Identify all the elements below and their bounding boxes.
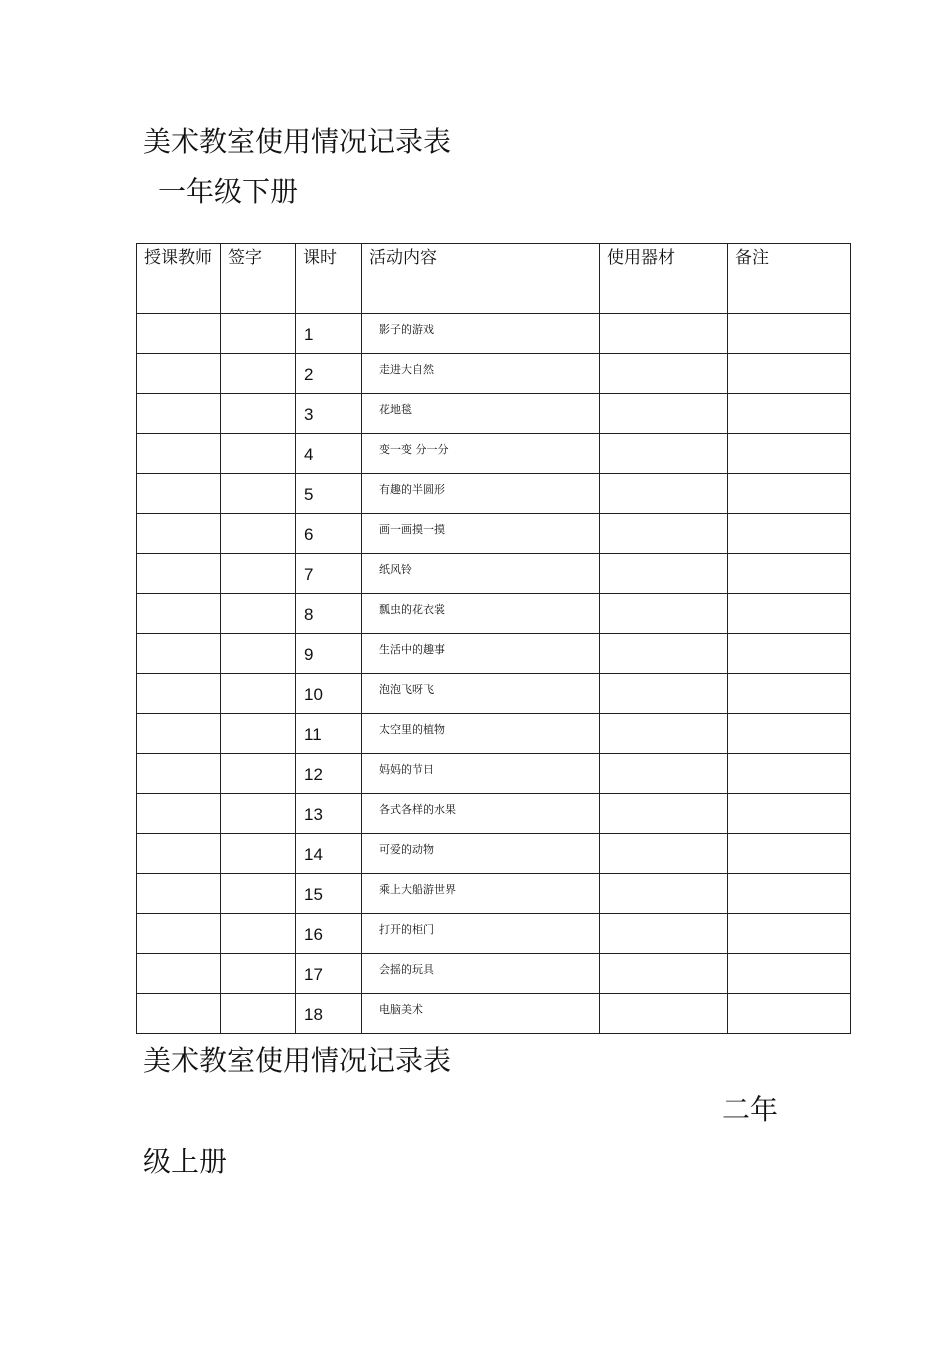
remarks-cell[interactable] xyxy=(728,474,851,514)
equipment-cell[interactable] xyxy=(600,634,728,674)
remarks-cell[interactable] xyxy=(728,314,851,354)
lesson-number: 14 xyxy=(296,834,362,874)
signature-cell[interactable] xyxy=(221,314,296,354)
header-activity: 活动内容 xyxy=(362,244,600,314)
equipment-cell[interactable] xyxy=(600,474,728,514)
teacher-cell[interactable] xyxy=(137,994,221,1034)
lesson-number: 9 xyxy=(296,634,362,674)
remarks-cell[interactable] xyxy=(728,754,851,794)
table-row xyxy=(137,754,851,794)
equipment-cell[interactable] xyxy=(600,994,728,1034)
equipment-cell[interactable] xyxy=(600,394,728,434)
remarks-cell[interactable] xyxy=(728,394,851,434)
lesson-number: 6 xyxy=(296,514,362,554)
page-title: 美术教室使用情况记录表 xyxy=(143,125,452,158)
lesson-number: 11 xyxy=(296,714,362,754)
table-row xyxy=(137,794,851,834)
equipment-cell[interactable] xyxy=(600,314,728,354)
activity-name: 电脑美术 xyxy=(362,994,600,1034)
activity-name: 画一画摸一摸 xyxy=(362,514,600,554)
activity-name: 打开的柜门 xyxy=(362,914,600,954)
table-row xyxy=(137,354,851,394)
signature-cell[interactable] xyxy=(221,674,296,714)
signature-cell[interactable] xyxy=(221,554,296,594)
usage-record-table xyxy=(136,243,851,1034)
equipment-cell[interactable] xyxy=(600,874,728,914)
table-row xyxy=(137,314,851,354)
teacher-cell[interactable] xyxy=(137,554,221,594)
signature-cell[interactable] xyxy=(221,354,296,394)
activity-name: 影子的游戏 xyxy=(362,314,600,354)
activity-name: 瓢虫的花衣裳 xyxy=(362,594,600,634)
activity-name: 生活中的趣事 xyxy=(362,634,600,674)
table-row xyxy=(137,474,851,514)
teacher-cell[interactable] xyxy=(137,434,221,474)
signature-cell[interactable] xyxy=(221,514,296,554)
table-body xyxy=(137,314,851,1034)
signature-cell[interactable] xyxy=(221,874,296,914)
signature-cell[interactable] xyxy=(221,714,296,754)
table-row xyxy=(137,994,851,1034)
table-row xyxy=(137,874,851,914)
activity-name: 变一变 分一分 xyxy=(362,434,600,474)
table-row xyxy=(137,514,851,554)
activity-name: 泡泡飞呀飞 xyxy=(362,674,600,714)
equipment-cell[interactable] xyxy=(600,594,728,634)
teacher-cell[interactable] xyxy=(137,834,221,874)
teacher-cell[interactable] xyxy=(137,874,221,914)
lesson-number: 1 xyxy=(296,314,362,354)
remarks-cell[interactable] xyxy=(728,674,851,714)
signature-cell[interactable] xyxy=(221,834,296,874)
grade-heading: 一年级下册 xyxy=(158,175,299,208)
remarks-cell[interactable] xyxy=(728,794,851,834)
signature-cell[interactable] xyxy=(221,794,296,834)
signature-cell[interactable] xyxy=(221,394,296,434)
remarks-cell[interactable] xyxy=(728,914,851,954)
remarks-cell[interactable] xyxy=(728,554,851,594)
activity-name: 可爱的动物 xyxy=(362,834,600,874)
teacher-cell[interactable] xyxy=(137,674,221,714)
activity-name: 太空里的植物 xyxy=(362,714,600,754)
teacher-cell[interactable] xyxy=(137,914,221,954)
equipment-cell[interactable] xyxy=(600,354,728,394)
teacher-cell[interactable] xyxy=(137,394,221,434)
equipment-cell[interactable] xyxy=(600,674,728,714)
teacher-cell[interactable] xyxy=(137,954,221,994)
teacher-cell[interactable] xyxy=(137,754,221,794)
table-row xyxy=(137,714,851,754)
remarks-cell[interactable] xyxy=(728,834,851,874)
lesson-number: 4 xyxy=(296,434,362,474)
table-row xyxy=(137,634,851,674)
equipment-cell[interactable] xyxy=(600,514,728,554)
equipment-cell[interactable] xyxy=(600,834,728,874)
signature-cell[interactable] xyxy=(221,594,296,634)
header-remarks: 备注 xyxy=(728,244,851,314)
teacher-cell[interactable] xyxy=(137,354,221,394)
table-row xyxy=(137,834,851,874)
remarks-cell[interactable] xyxy=(728,434,851,474)
lesson-number: 2 xyxy=(296,354,362,394)
teacher-cell[interactable] xyxy=(137,634,221,674)
remarks-cell[interactable] xyxy=(728,874,851,914)
teacher-cell[interactable] xyxy=(137,514,221,554)
equipment-cell[interactable] xyxy=(600,794,728,834)
signature-cell[interactable] xyxy=(221,994,296,1034)
remarks-cell[interactable] xyxy=(728,514,851,554)
teacher-cell[interactable] xyxy=(137,794,221,834)
table-row xyxy=(137,594,851,634)
activity-name: 走进大自然 xyxy=(362,354,600,394)
equipment-cell[interactable] xyxy=(600,434,728,474)
signature-cell[interactable] xyxy=(221,754,296,794)
table-header-row xyxy=(137,244,851,314)
header-signature: 签字 xyxy=(221,244,296,314)
lesson-number: 13 xyxy=(296,794,362,834)
equipment-cell[interactable] xyxy=(600,714,728,754)
equipment-cell[interactable] xyxy=(600,914,728,954)
teacher-cell[interactable] xyxy=(137,594,221,634)
lesson-number: 18 xyxy=(296,994,362,1034)
signature-cell[interactable] xyxy=(221,914,296,954)
activity-name: 有趣的半圆形 xyxy=(362,474,600,514)
activity-name: 会摇的玩具 xyxy=(362,954,600,994)
table-row xyxy=(137,954,851,994)
equipment-cell[interactable] xyxy=(600,954,728,994)
signature-cell[interactable] xyxy=(221,434,296,474)
activity-name: 妈妈的节日 xyxy=(362,754,600,794)
page-title-2: 美术教室使用情况记录表 xyxy=(143,1044,452,1077)
lesson-number: 3 xyxy=(296,394,362,434)
remarks-cell[interactable] xyxy=(728,994,851,1034)
lesson-number: 15 xyxy=(296,874,362,914)
table-row xyxy=(137,434,851,474)
activity-name: 乘上大船游世界 xyxy=(362,874,600,914)
table-row xyxy=(137,914,851,954)
activity-name: 花地毯 xyxy=(362,394,600,434)
teacher-cell[interactable] xyxy=(137,474,221,514)
table-row xyxy=(137,674,851,714)
teacher-cell[interactable] xyxy=(137,714,221,754)
remarks-cell[interactable] xyxy=(728,634,851,674)
table-row xyxy=(137,394,851,434)
remarks-cell[interactable] xyxy=(728,354,851,394)
table-row xyxy=(137,554,851,594)
grade-heading-2-part1: 二年 xyxy=(722,1093,779,1126)
header-equipment: 使用器材 xyxy=(600,244,728,314)
lesson-number: 17 xyxy=(296,954,362,994)
signature-cell[interactable] xyxy=(221,954,296,994)
lesson-number: 7 xyxy=(296,554,362,594)
lesson-number: 5 xyxy=(296,474,362,514)
equipment-cell[interactable] xyxy=(600,754,728,794)
activity-name: 纸风铃 xyxy=(362,554,600,594)
teacher-cell[interactable] xyxy=(137,314,221,354)
lesson-number: 8 xyxy=(296,594,362,634)
grade-heading-2-part2: 级上册 xyxy=(143,1145,228,1178)
activity-name: 各式各样的水果 xyxy=(362,794,600,834)
lesson-number: 16 xyxy=(296,914,362,954)
remarks-cell[interactable] xyxy=(728,714,851,754)
remarks-cell[interactable] xyxy=(728,954,851,994)
lesson-number: 12 xyxy=(296,754,362,794)
header-lesson: 课时 xyxy=(296,244,362,314)
header-teacher: 授课教师 xyxy=(137,244,221,314)
equipment-cell[interactable] xyxy=(600,554,728,594)
signature-cell[interactable] xyxy=(221,634,296,674)
remarks-cell[interactable] xyxy=(728,594,851,634)
lesson-number: 10 xyxy=(296,674,362,714)
signature-cell[interactable] xyxy=(221,474,296,514)
